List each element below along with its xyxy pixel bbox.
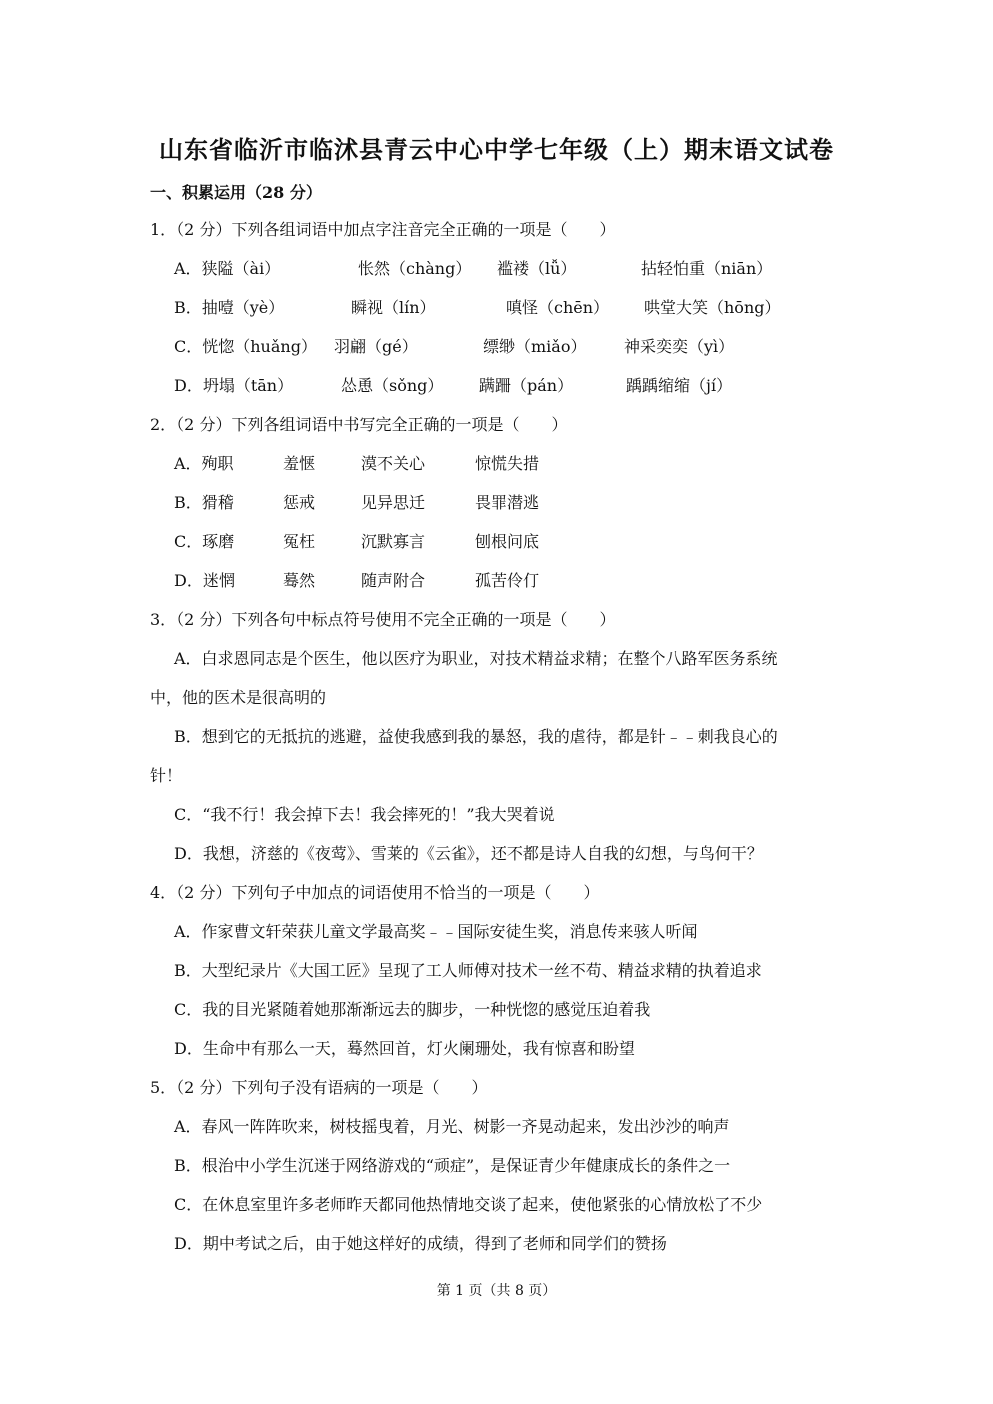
q2-option-d-word4: 孤苦伶仃 <box>475 571 540 590</box>
q2-option-b-word4: 畏罪潜逃 <box>475 493 540 512</box>
question-5-stem: 5．（2 分）下列句子没有语病的一项是（ ） <box>150 1078 488 1097</box>
q2-option-a: A．殉职 <box>174 454 234 473</box>
q3-option-c: C．“我不行！我会掉下去！我会摔死的！”我大哭着说 <box>174 805 555 824</box>
q3-option-a-continued: 中，他的医术是很高明的 <box>150 688 327 707</box>
q3-option-d: D．我想，济慈的《夜莺》、雪莱的《云雀》，还不都是诗人自我的幻想，与鸟何干？ <box>174 844 763 863</box>
q1-option-a-word3: 褴褛（lǚ） <box>497 259 577 278</box>
q4-option-d: D．生命中有那么一天，蓦然回首，灯火阑珊处，我有惊喜和盼望 <box>174 1039 635 1058</box>
q1-option-d-word4: 踽踽缩缩（jí） <box>626 376 733 395</box>
q1-option-d-word3: 蹒跚（pán） <box>479 376 574 395</box>
q5-option-d: D．期中考试之后，由于她这样好的成绩，得到了老师和同学们的赞扬 <box>174 1234 667 1253</box>
section-heading: 一、积累运用（28 分） <box>150 183 322 202</box>
q1-option-a-word2: 怅然（chàng） <box>358 259 472 278</box>
q3-option-b: B．想到它的无抵抗的逃避，益使我感到我的暴怒，我的虐待，都是针﹣﹣刺我良心的 <box>174 727 778 746</box>
q2-option-a-word2: 羞惬 <box>283 454 316 473</box>
q1-option-c-word4: 神采奕奕（yì） <box>624 337 735 356</box>
q4-option-b: B．大型纪录片《大国工匠》呈现了工人师傅对技术一丝不苟、精益求精的执着追求 <box>174 961 762 980</box>
q4-option-c: C．我的目光紧随着她那渐渐远去的脚步，一种恍惚的感觉压迫着我 <box>174 1000 651 1019</box>
q1-option-b-word4: 哄堂大笑（hōng） <box>644 298 781 317</box>
q1-option-d: D．坍塌（tān） <box>174 376 294 395</box>
q1-option-b: B．抽噎（yè） <box>174 298 285 317</box>
q4-option-a: A．作家曹文轩荣获儿童文学最高奖﹣﹣国际安徒生奖，消息传来骇人听闻 <box>174 922 698 941</box>
q1-option-c-word2: 羽翩（gé） <box>334 337 418 356</box>
q5-option-c: C．在休息室里许多老师昨天都同他热情地交谈了起来，使他紧张的心情放松了不少 <box>174 1195 763 1214</box>
q2-option-c: C．琢磨 <box>174 532 235 551</box>
question-4-stem: 4．（2 分）下列句子中加点的词语使用不恰当的一项是（ ） <box>150 883 600 902</box>
q1-option-a-word4: 拈轻怕重（niān） <box>641 259 773 278</box>
q2-option-b-word2: 惩戒 <box>283 493 316 512</box>
q2-option-d: D．迷惘 <box>174 571 235 590</box>
q2-option-d-word3: 随声附合 <box>361 571 426 590</box>
question-2-stem: 2．（2 分）下列各组词语中书写完全正确的一项是（ ） <box>150 415 568 434</box>
q2-option-a-word4: 惊慌失措 <box>475 454 540 473</box>
q5-option-b: B．根治中小学生沉迷于网络游戏的“顽症”，是保证青少年健康成长的条件之一 <box>174 1156 731 1175</box>
q2-option-c-word4: 刨根问底 <box>475 532 540 551</box>
q2-option-d-word2: 蓦然 <box>283 571 316 590</box>
q2-option-b: B．猾稽 <box>174 493 234 512</box>
question-3-stem: 3．（2 分）下列各句中标点符号使用不完全正确的一项是（ ） <box>150 610 616 629</box>
q2-option-c-word3: 沉默寡言 <box>361 532 426 551</box>
q1-option-c-word3: 缥缈（miǎo） <box>483 337 587 356</box>
q2-option-b-word3: 见异思迁 <box>361 493 426 512</box>
question-1-stem: 1．（2 分）下列各组词语中加点字注音完全正确的一项是（ ） <box>150 220 616 239</box>
q1-option-a: A．狭隘（ài） <box>174 259 281 278</box>
q5-option-a: A．春风一阵阵吹来，树枝摇曳着，月光、树影一齐晃动起来，发出沙沙的响声 <box>174 1117 730 1136</box>
q1-option-b-word3: 嗔怪（chēn） <box>506 298 610 317</box>
q1-option-b-word2: 瞬视（lín） <box>351 298 436 317</box>
q1-option-c: C．恍惚（huǎng） <box>174 337 317 356</box>
q3-option-a: A．白求恩同志是个医生，他以医疗为职业，对技术精益求精；在整个八路军医务系统 <box>174 649 778 668</box>
q2-option-a-word3: 漠不关心 <box>361 454 426 473</box>
q2-option-c-word2: 冤枉 <box>283 532 316 551</box>
page-title: 山东省临沂市临沭县青云中心中学七年级（上）期末语文试卷 <box>159 135 834 164</box>
q1-option-d-word2: 怂恿（sǒng） <box>341 376 444 395</box>
q3-option-b-continued: 针！ <box>150 766 183 785</box>
page-footer: 第 1 页（共 8 页） <box>436 1283 557 1299</box>
